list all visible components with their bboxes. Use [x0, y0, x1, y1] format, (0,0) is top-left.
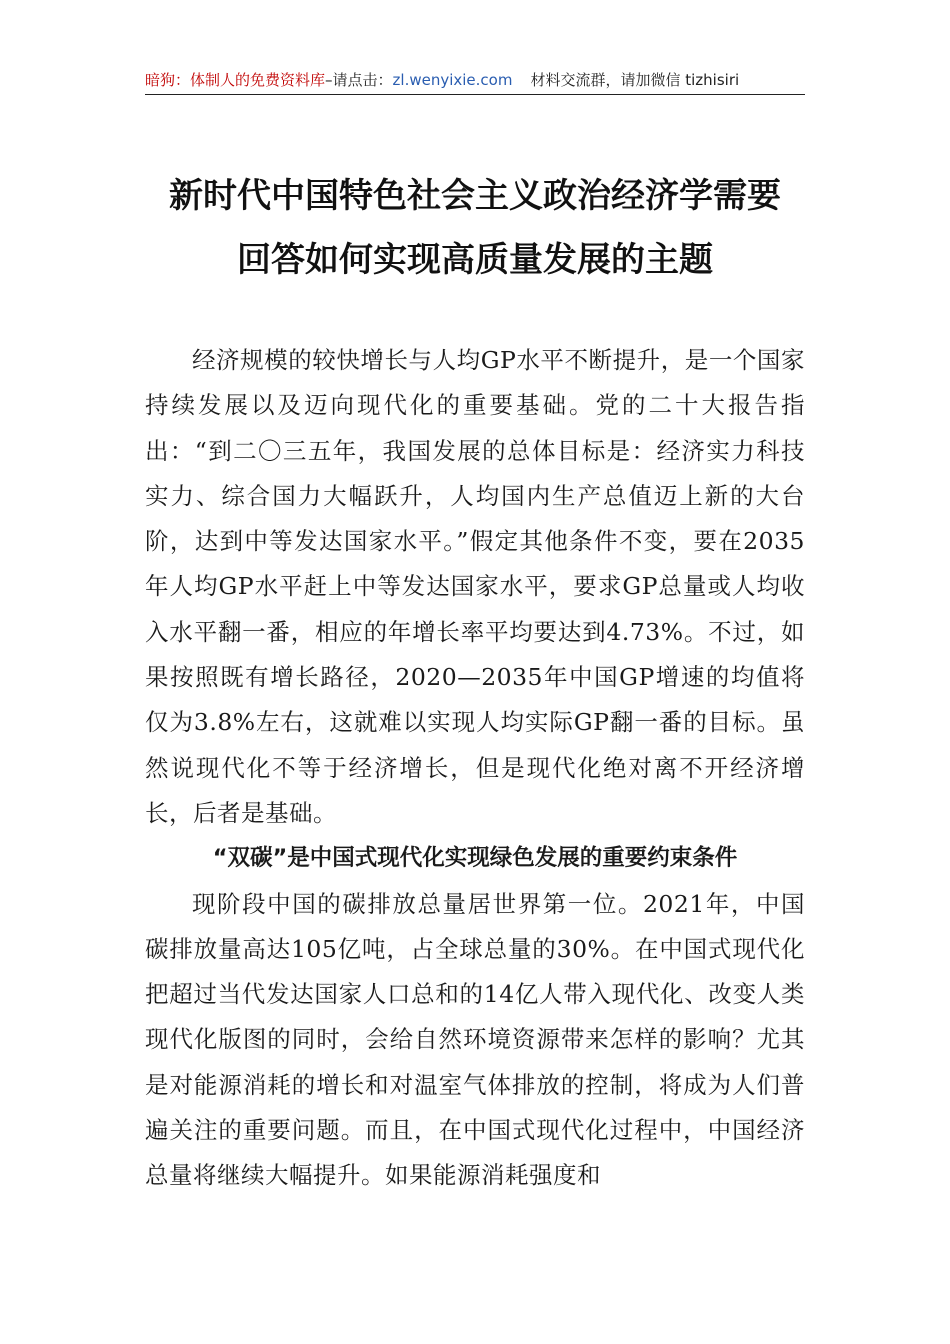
- header-prompt: –请点击：: [325, 71, 393, 89]
- page-header: [145, 66, 805, 95]
- header-brand: 暗狗：体制人的免费资料库: [145, 71, 326, 89]
- document-title: [145, 164, 805, 292]
- header-link[interactable]: zl.wenyixie.com: [392, 71, 513, 89]
- body-paragraph: 经济规模的较快增长与人均GP水平不断提升，是一个国家持续发展以及迈向现代化的重要基础。党的二十大报告指出：“到二〇三五年，我国发展的总体目标是：经济实力科技实力、综合国力大幅跃升，人均国内生产总值迈上新的大台阶，达到中等发达国家水平。”假定其他条件不变，要在2035年人均GP水平赶上中等发达国家水平，要求GP总量或人均收入水平翻一番，相应的年增长率平均要达到4.73%。不过，如果按照既有增长路径，2020—2035年中国GP增速的均值将仅为3.8%左右，这就难以实现人均实际GP翻一番的目标。虽然说现代化不等于经济增长，但是现代化绝对离不开经济增长，后者是基础。: [145, 346, 805, 827]
- body-paragraph: 现阶段中国的碳排放总量居世界第一位。2021年，中国碳排放量高达105亿吨，占全球总量的30%。在中国式现代化把超过当代发达国家人口总和的14亿人带入现代化、改变人类现代化版图的同时，会给自然环境资源带来怎样的影响？尤其是对能源消耗的增长和对温室气体排放的控制，将成为人们普遍关注的重要问题。而且，在中国式现代化过程中，中国经济总量将继续大幅提升。如果能源消耗强度和: [145, 889, 805, 1190]
- section-heading: “双碳”是中国式现代化实现绿色发展的重要约束条件: [212, 845, 738, 872]
- title-line-1: 新时代中国特色社会主义政治经济学需要: [169, 176, 781, 216]
- document-body: [145, 338, 805, 1199]
- header-contact: 材料交流群，请加微信 tizhisiri: [530, 71, 740, 89]
- title-line-2: 回答如何实现高质量发展的主题: [237, 240, 713, 280]
